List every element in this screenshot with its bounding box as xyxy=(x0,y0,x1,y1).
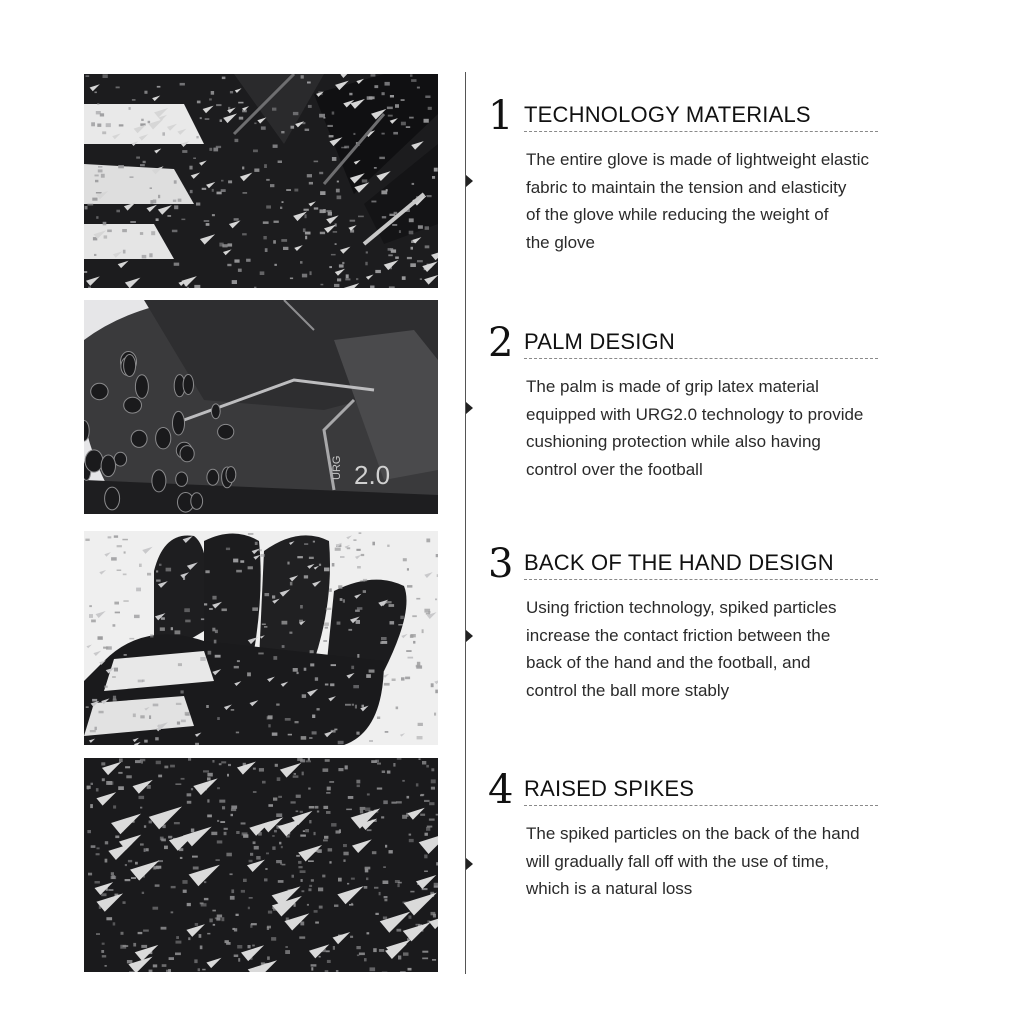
feature-technology-materials xyxy=(488,94,928,256)
description-line: cushioning protection while also having xyxy=(526,432,821,451)
feature-number: 1 xyxy=(488,93,514,139)
description-line: equipped with URG2.0 technology to provide xyxy=(526,404,864,424)
feature-description xyxy=(526,146,926,256)
pointer-arrow-icon xyxy=(466,630,473,642)
glove-palm-photo xyxy=(84,300,438,514)
feature-number: 2 xyxy=(488,320,514,366)
dashed-rule xyxy=(524,805,878,806)
feature-number: 3 xyxy=(488,541,514,587)
description-line: Using friction technology, spiked particles xyxy=(526,598,837,617)
svg-text:URG: URG xyxy=(331,455,343,480)
dashed-rule xyxy=(524,579,878,580)
pointer-arrow-icon xyxy=(466,858,473,870)
description-line: of the glove while reducing the weight of xyxy=(526,205,829,224)
description-line: which is a natural loss xyxy=(526,879,693,898)
description-line: control over the football xyxy=(526,459,703,479)
feature-back-of-hand-design xyxy=(488,542,928,704)
description-line: the glove xyxy=(526,232,595,252)
svg-text:2.0: 2.0 xyxy=(354,460,391,490)
description-line: The palm is made of grip latex material xyxy=(526,377,819,396)
feature-title: PALM DESIGN xyxy=(524,329,675,354)
dashed-rule xyxy=(524,131,878,132)
description-line: increase the contact friction between the xyxy=(526,625,831,645)
feature-title: TECHNOLOGY MATERIALS xyxy=(524,102,811,127)
description-line: fabric to maintain the tension and elasticity xyxy=(526,177,847,197)
feature-title: RAISED SPIKES xyxy=(524,776,695,801)
feature-description xyxy=(526,820,926,903)
feature-description xyxy=(526,594,926,704)
glove-fabric-photo xyxy=(84,74,438,288)
pointer-arrow-icon xyxy=(466,402,473,414)
description-line: will gradually fall off with the use of time, xyxy=(526,851,829,871)
pointer-arrow-icon xyxy=(466,175,473,187)
glove-back-photo xyxy=(84,531,438,745)
description-line: back of the hand and the football, and xyxy=(526,653,811,672)
feature-raised-spikes xyxy=(488,768,928,903)
description-line: The spiked particles on the back of the hand xyxy=(526,824,860,843)
feature-palm-design xyxy=(488,321,928,483)
description-line: control the ball more stably xyxy=(526,680,730,700)
feature-description xyxy=(526,373,926,483)
feature-number: 4 xyxy=(488,767,514,813)
feature-title: BACK OF THE HAND DESIGN xyxy=(524,550,834,575)
vertical-divider xyxy=(465,72,466,974)
glove-spikes-photo xyxy=(84,758,438,972)
dashed-rule xyxy=(524,358,878,359)
description-line: The entire glove is made of lightweight elastic xyxy=(526,150,870,169)
